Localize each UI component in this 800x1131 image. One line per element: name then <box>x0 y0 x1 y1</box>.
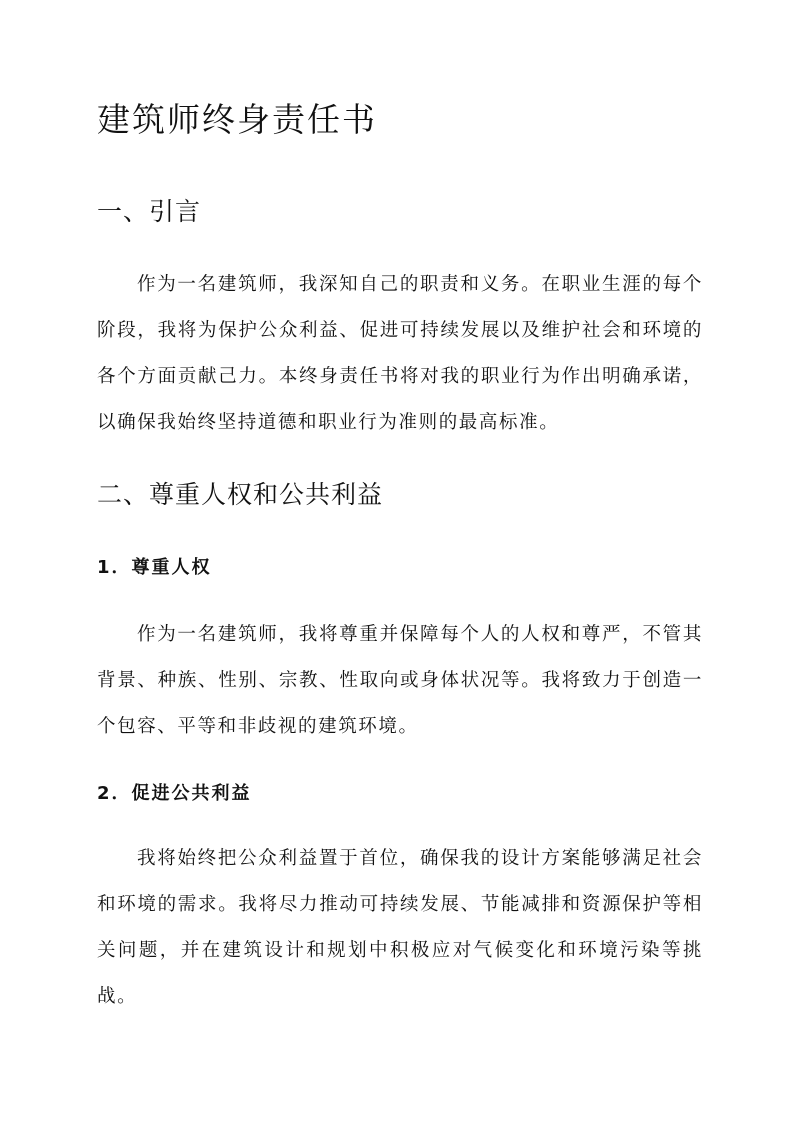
subsection-heading-respect-human-rights: 1．尊重人权 <box>97 557 212 578</box>
respect-human-rights-paragraph: 作为一名建筑师，我将尊重并保障每个人的人权和尊严，不管其背景、种族、性别、宗教、性取向或身体状况等。我将致力于创造一个包容、平等和非歧视的建筑环境。 <box>97 624 703 737</box>
subsection-heading-promote-public-interest: 2．促进公共利益 <box>97 783 252 804</box>
section-heading-introduction: 一、引言 <box>97 197 202 226</box>
document-title: 建筑师终身责任书 <box>97 100 377 139</box>
section-heading-human-rights-public-interest: 二、尊重人权和公共利益 <box>97 480 384 509</box>
promote-public-interest-paragraph: 我将始终把公众利益置于首位，确保我的设计方案能够满足社会和环境的需求。我将尽力推动可持续发展、节能减排和资源保护等相关问题，并在建筑设计和规划中积极应对气候变化和环境污染等挑战。 <box>97 848 703 1007</box>
introduction-paragraph: 作为一名建筑师，我深知自己的职责和义务。在职业生涯的每个阶段，我将为保护公众利益、促进可持续发展以及维护社会和环境的各个方面贡献己力。本终身责任书将对我的职业行为作出明确承诺，以确保我始终坚持道德和职业行为准则的最高标准。 <box>97 274 703 433</box>
